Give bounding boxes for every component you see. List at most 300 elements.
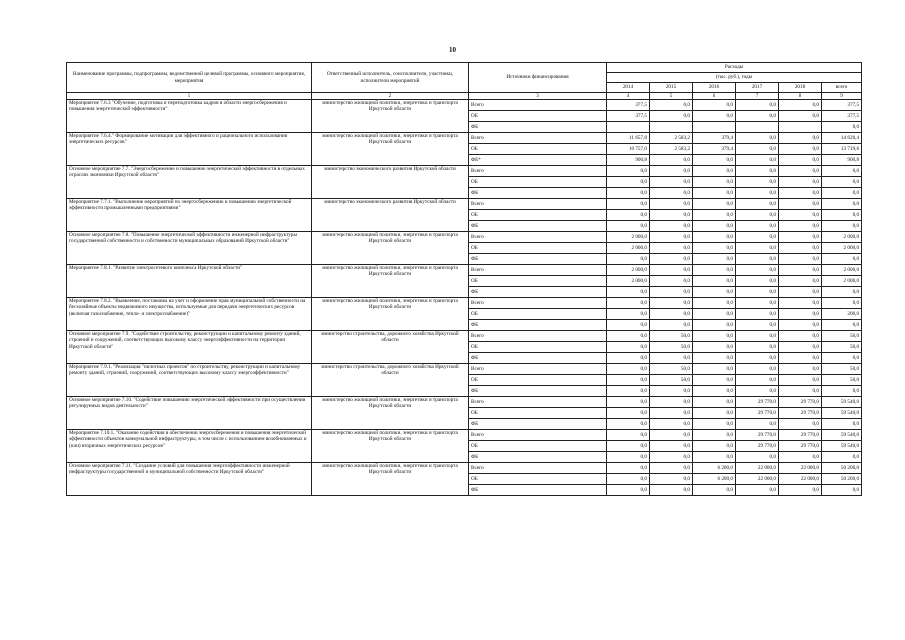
- amount-cell: 22 000,0: [779, 474, 822, 485]
- amount-cell: 6 200,0: [693, 474, 736, 485]
- amount-cell: 0,0: [650, 463, 693, 474]
- executor: министерство строительства, дорожного хозяйства Иркутской области: [312, 331, 469, 364]
- measure-name: Мероприятие 7.8.2. "Выявление, постановка на учет и оформление прав муниципальной собственности на бесхозяйные объекты недвижимого имущества, используемые для передачи энергетических ресурсов (включая газоснабжение, тепло- и электроснабжение)": [67, 298, 312, 331]
- amount-cell: 0,0: [693, 419, 736, 430]
- amount-cell: 377,5: [607, 111, 650, 122]
- amount-cell: 0,0: [736, 265, 779, 276]
- measure-name: Мероприятие 7.10.1. "Оказание содействия в обеспечении энергосбережения и повышения энергетической эффективности объектов коммунальной инфраструктуры, в том числе с использованием возобновляемых и (или) вторичных энергетических ресурсов": [67, 430, 312, 463]
- amount-cell: 0,0: [607, 386, 650, 397]
- amount-cell: 0,0: [607, 353, 650, 364]
- amount-cell: 29 770,0: [736, 441, 779, 452]
- column-index: 2: [312, 93, 469, 100]
- amount-cell: 0,0: [607, 408, 650, 419]
- amount-cell: 0,0: [607, 342, 650, 353]
- amount-cell: 0,0: [693, 353, 736, 364]
- measure-name: Основное мероприятие 7.10. "Содействие повышению энергетической эффективности при осуществлении регулируемых видов деятельности": [67, 397, 312, 430]
- amount-cell: 0,0: [650, 188, 693, 199]
- amount-cell: 0,0: [736, 353, 779, 364]
- amount-cell: 0,0: [650, 210, 693, 221]
- amount-total: 0,0: [822, 122, 862, 133]
- amount-cell: 0,0: [693, 430, 736, 441]
- amount-total: 50,0: [822, 342, 862, 353]
- amount-cell: 0,0: [693, 452, 736, 463]
- amount-cell: 0,0: [650, 232, 693, 243]
- amount-total: 0,0: [822, 320, 862, 331]
- financing-table: [66, 62, 862, 496]
- amount-cell: 0,0: [607, 298, 650, 309]
- amount-cell: 0,0: [779, 386, 822, 397]
- table-row: [67, 331, 862, 342]
- amount-total: 0,0: [822, 419, 862, 430]
- amount-cell: 0,0: [693, 298, 736, 309]
- funding-source: ОБ: [469, 111, 607, 122]
- amount-cell: 29 770,0: [779, 397, 822, 408]
- amount-cell: 0,0: [779, 144, 822, 155]
- amount-cell: 0,0: [607, 309, 650, 320]
- amount-cell: 0,0: [693, 265, 736, 276]
- funding-source: Всего: [469, 232, 607, 243]
- funding-source: ОБ: [469, 309, 607, 320]
- funding-source: Всего: [469, 430, 607, 441]
- amount-cell: 0,0: [736, 232, 779, 243]
- amount-cell: 0,0: [779, 298, 822, 309]
- amount-cell: 0,0: [650, 353, 693, 364]
- funding-source: Всего: [469, 166, 607, 177]
- amount-cell: 0,0: [650, 221, 693, 232]
- amount-cell: 0,0: [779, 342, 822, 353]
- amount-cell: 379,4: [693, 133, 736, 144]
- amount-cell: 0,0: [607, 485, 650, 496]
- amount-cell: 0,0: [607, 166, 650, 177]
- funding-source: ФБ: [469, 452, 607, 463]
- amount-cell: 6 200,0: [693, 463, 736, 474]
- amount-cell: 22 000,0: [736, 463, 779, 474]
- funding-source: ФБ: [469, 122, 607, 133]
- amount-total: 59 540,0: [822, 397, 862, 408]
- amount-cell: 0,0: [693, 276, 736, 287]
- amount-cell: 0,0: [650, 309, 693, 320]
- amount-cell: 0,0: [736, 287, 779, 298]
- measure-name: Основное мероприятие 7.9. "Содействие строительству, реконструкции и капитальному ремонту зданий, строений и сооружений, соответствующих высокому классу энергоэффективности на территории Иркутской области": [67, 331, 312, 364]
- amount-total: 50,0: [822, 375, 862, 386]
- amount-cell: 0,0: [736, 188, 779, 199]
- amount-cell: 0,0: [693, 199, 736, 210]
- amount-cell: 2 000,0: [607, 276, 650, 287]
- funding-source: ОБ: [469, 210, 607, 221]
- column-index: 6: [693, 93, 736, 100]
- amount-cell: 0,0: [650, 452, 693, 463]
- amount-cell: 0,0: [693, 155, 736, 166]
- amount-cell: 0,0: [650, 111, 693, 122]
- executor: министерство жилищной политики, энергетики и транспорта Иркутской области: [312, 133, 469, 166]
- amount-cell: 0,0: [650, 419, 693, 430]
- funding-source: Всего: [469, 397, 607, 408]
- table-row: [67, 166, 862, 177]
- funding-source: ФБ: [469, 254, 607, 265]
- funding-source: Всего: [469, 364, 607, 375]
- amount-total: 2 000,0: [822, 265, 862, 276]
- amount-total: 59 540,0: [822, 441, 862, 452]
- executor: министерство строительства, дорожного хозяйства Иркутской области: [312, 364, 469, 397]
- funding-source: ОБ: [469, 177, 607, 188]
- funding-source: ФБ*: [469, 155, 607, 166]
- amount-total: 50 200,0: [822, 474, 862, 485]
- amount-cell: 0,0: [607, 375, 650, 386]
- amount-cell: 0,0: [736, 243, 779, 254]
- amount-cell: 0,0: [650, 276, 693, 287]
- table-row: [67, 430, 862, 441]
- amount-cell: 0,0: [693, 331, 736, 342]
- amount-total: 0,0: [822, 287, 862, 298]
- amount-total: 2 000,0: [822, 276, 862, 287]
- amount-cell: 0,0: [650, 320, 693, 331]
- amount-cell: 0,0: [650, 265, 693, 276]
- amount-cell: 0,0: [736, 375, 779, 386]
- amount-cell: 0,0: [779, 243, 822, 254]
- amount-cell: 0,0: [607, 210, 650, 221]
- amount-cell: 0,0: [607, 287, 650, 298]
- amount-cell: 0,0: [607, 441, 650, 452]
- amount-cell: 0,0: [779, 177, 822, 188]
- funding-source: ФБ: [469, 353, 607, 364]
- funding-source: Всего: [469, 199, 607, 210]
- amount-cell: 0,0: [736, 342, 779, 353]
- amount-total: 0,0: [822, 188, 862, 199]
- amount-cell: 0,0: [736, 210, 779, 221]
- amount-cell: 0,0: [607, 430, 650, 441]
- amount-cell: 29 770,0: [779, 430, 822, 441]
- measure-name: Основное мероприятие 7.7. "Энергосбережение и повышение энергетической эффективности в отдельных отраслях экономики Иркутской области": [67, 166, 312, 199]
- amount-cell: 2 583,2: [650, 144, 693, 155]
- amount-cell: 0,0: [736, 364, 779, 375]
- column-index: 7: [736, 93, 779, 100]
- amount-cell: 0,0: [650, 166, 693, 177]
- header-year-total: всего: [822, 83, 862, 93]
- amount-cell: 0,0: [779, 199, 822, 210]
- amount-cell: 0,0: [779, 232, 822, 243]
- amount-cell: 900,8: [607, 155, 650, 166]
- funding-source: Всего: [469, 463, 607, 474]
- column-index: 5: [650, 93, 693, 100]
- amount-total: 0,0: [822, 353, 862, 364]
- amount-total: 377,5: [822, 100, 862, 111]
- amount-total: 50,0: [822, 364, 862, 375]
- amount-cell: 0,0: [693, 364, 736, 375]
- funding-source: ОБ: [469, 441, 607, 452]
- amount-cell: 0,0: [736, 254, 779, 265]
- amount-cell: 2 583,2: [650, 133, 693, 144]
- measure-name: Мероприятие 7.9.1. "Реализация "пилотных проектов" по строительству, реконструкции и капитальному ремонту зданий, строений, сооружений, соответствующих высокому классу энергоэффективности": [67, 364, 312, 397]
- funding-source: ОБ: [469, 276, 607, 287]
- amount-cell: 0,0: [693, 232, 736, 243]
- amount-cell: 0,0: [607, 364, 650, 375]
- amount-cell: [779, 122, 822, 133]
- table-row: [67, 397, 862, 408]
- executor: министерство жилищной политики, энергетики и транспорта Иркутской области: [312, 298, 469, 331]
- amount-total: 0,0: [822, 254, 862, 265]
- amount-cell: 379,4: [693, 144, 736, 155]
- measure-name: Мероприятие 7.6.3 "Обучение, подготовка и переподготовка кадров в области энергосбережения и повышения энергетической эффективности": [67, 100, 312, 133]
- amount-total: 0,0: [822, 298, 862, 309]
- funding-source: ОБ: [469, 474, 607, 485]
- amount-cell: 0,0: [736, 155, 779, 166]
- amount-cell: 0,0: [693, 221, 736, 232]
- amount-cell: 29 770,0: [736, 408, 779, 419]
- amount-total: 0,0: [822, 177, 862, 188]
- header-year: 2014: [607, 83, 650, 93]
- amount-total: 200,0: [822, 309, 862, 320]
- funding-source: ОБ: [469, 375, 607, 386]
- funding-source: ОБ: [469, 243, 607, 254]
- executor: министерство жилищной политики, энергетики и транспорта Иркутской области: [312, 100, 469, 133]
- amount-cell: 0,0: [736, 177, 779, 188]
- amount-cell: 0,0: [650, 100, 693, 111]
- funding-source: ФБ: [469, 419, 607, 430]
- amount-cell: 0,0: [779, 166, 822, 177]
- amount-cell: 0,0: [607, 331, 650, 342]
- table-row: [67, 232, 862, 243]
- funding-source: ФБ: [469, 221, 607, 232]
- amount-cell: 0,0: [607, 463, 650, 474]
- amount-cell: [607, 122, 650, 133]
- amount-total: 59 540,0: [822, 408, 862, 419]
- amount-cell: 0,0: [607, 254, 650, 265]
- amount-cell: 0,0: [779, 210, 822, 221]
- funding-source: ФБ: [469, 320, 607, 331]
- funding-source: ФБ: [469, 485, 607, 496]
- amount-cell: 0,0: [736, 221, 779, 232]
- executor: министерство жилищной политики, энергетики и транспорта Иркутской области: [312, 430, 469, 463]
- page-number: 10: [449, 46, 456, 54]
- amount-total: 0,0: [822, 199, 862, 210]
- amount-cell: 50,0: [650, 364, 693, 375]
- column-index-row: [67, 93, 862, 100]
- amount-cell: 0,0: [693, 408, 736, 419]
- measure-name: Мероприятие 7.7.1. "Выполнение мероприятий по энергосбережению и повышению энергетической эффективности промышленными предприятиями": [67, 199, 312, 232]
- header-year: 2016: [693, 83, 736, 93]
- amount-cell: 0,0: [650, 155, 693, 166]
- amount-cell: 0,0: [779, 287, 822, 298]
- executor: министерство жилищной политики, энергетики и транспорта Иркутской области: [312, 397, 469, 430]
- amount-cell: 0,0: [693, 309, 736, 320]
- amount-cell: 0,0: [736, 144, 779, 155]
- amount-cell: 22 000,0: [736, 474, 779, 485]
- amount-cell: 29 770,0: [779, 441, 822, 452]
- amount-cell: 0,0: [607, 221, 650, 232]
- amount-cell: 0,0: [779, 353, 822, 364]
- amount-cell: 0,0: [736, 166, 779, 177]
- table-body: [67, 100, 862, 496]
- header-name: Наименование программы, подпрограммы, ведомственной целевой программы, основного мероприятия, мероприятия: [67, 63, 312, 93]
- amount-total: 2 000,0: [822, 232, 862, 243]
- amount-cell: 0,0: [693, 287, 736, 298]
- executor: министерство жилищной политики, энергетики и транспорта Иркутской области: [312, 232, 469, 265]
- amount-cell: 0,0: [607, 474, 650, 485]
- amount-cell: [693, 122, 736, 133]
- amount-cell: 2 000,0: [607, 265, 650, 276]
- funding-source: ОБ: [469, 144, 607, 155]
- amount-cell: 29 770,0: [736, 430, 779, 441]
- amount-cell: 0,0: [736, 298, 779, 309]
- table-row: [67, 364, 862, 375]
- amount-total: 2 000,0: [822, 243, 862, 254]
- amount-cell: 0,0: [736, 452, 779, 463]
- amount-total: 59 540,0: [822, 430, 862, 441]
- amount-cell: 0,0: [736, 199, 779, 210]
- table-row: [67, 265, 862, 276]
- funding-source: ОБ: [469, 342, 607, 353]
- measure-name: Основное мероприятие 7.8. "Повышение энергетической эффективности инженерной инфраструктуры государственной собственности и собственности муниципальных образований Иркутской области": [67, 232, 312, 265]
- amount-cell: 0,0: [693, 375, 736, 386]
- amount-cell: 377,5: [607, 100, 650, 111]
- amount-cell: 0,0: [693, 254, 736, 265]
- amount-cell: 0,0: [607, 452, 650, 463]
- amount-total: 50 200,0: [822, 463, 862, 474]
- amount-cell: 0,0: [779, 111, 822, 122]
- amount-cell: 2 000,0: [607, 243, 650, 254]
- amount-cell: 2 000,0: [607, 232, 650, 243]
- amount-cell: 0,0: [650, 298, 693, 309]
- funding-source: ФБ: [469, 386, 607, 397]
- amount-cell: 0,0: [779, 485, 822, 496]
- amount-cell: 0,0: [650, 441, 693, 452]
- amount-cell: 0,0: [779, 452, 822, 463]
- amount-cell: 0,0: [607, 320, 650, 331]
- amount-cell: 0,0: [736, 111, 779, 122]
- amount-cell: 0,0: [693, 166, 736, 177]
- column-index: 8: [779, 93, 822, 100]
- table-row: [67, 100, 862, 111]
- amount-cell: 0,0: [736, 133, 779, 144]
- amount-cell: [736, 122, 779, 133]
- measure-name: Мероприятие 7.6.4." Формирование мотивации для эффективного и рационального использования энергетических ресурсов": [67, 133, 312, 166]
- funding-source: Всего: [469, 133, 607, 144]
- amount-cell: 0,0: [736, 320, 779, 331]
- amount-cell: 0,0: [693, 441, 736, 452]
- amount-cell: 0,0: [779, 276, 822, 287]
- amount-cell: 0,0: [650, 177, 693, 188]
- amount-cell: 29 770,0: [779, 408, 822, 419]
- table-row: [67, 199, 862, 210]
- amount-total: 900,8: [822, 155, 862, 166]
- funding-source: Всего: [469, 331, 607, 342]
- amount-cell: 0,0: [779, 100, 822, 111]
- amount-cell: 0,0: [693, 397, 736, 408]
- amount-cell: 0,0: [736, 419, 779, 430]
- column-index: 4: [607, 93, 650, 100]
- funding-source: ФБ: [469, 287, 607, 298]
- amount-total: 0,0: [822, 210, 862, 221]
- amount-total: 0,0: [822, 221, 862, 232]
- amount-total: 0,0: [822, 452, 862, 463]
- amount-cell: 0,0: [693, 243, 736, 254]
- funding-source: Всего: [469, 265, 607, 276]
- executor: министерство экономического развития Иркутской области: [312, 199, 469, 232]
- amount-cell: 0,0: [693, 177, 736, 188]
- amount-cell: 0,0: [650, 408, 693, 419]
- executor: министерство жилищной политики, энергетики и транспорта Иркутской области: [312, 463, 469, 496]
- amount-total: 14 620,4: [822, 133, 862, 144]
- amount-cell: 29 770,0: [736, 397, 779, 408]
- amount-cell: 22 000,0: [779, 463, 822, 474]
- amount-cell: 50,0: [650, 331, 693, 342]
- amount-cell: 0,0: [779, 265, 822, 276]
- amount-cell: 0,0: [779, 155, 822, 166]
- amount-cell: 0,0: [779, 375, 822, 386]
- amount-cell: 0,0: [607, 177, 650, 188]
- measure-name: Мероприятие 7.8.1. "Развитие электросетевого комплекса Иркутской области": [67, 265, 312, 298]
- amount-cell: 0,0: [779, 419, 822, 430]
- amount-cell: 0,0: [736, 100, 779, 111]
- header-units: (тыс. руб.), годы: [607, 73, 862, 83]
- executor: министерство экономического развития Иркутской области: [312, 166, 469, 199]
- amount-cell: 0,0: [650, 430, 693, 441]
- amount-cell: 0,0: [779, 320, 822, 331]
- table-row: [67, 133, 862, 144]
- executor: министерство жилищной политики, энергетики и транспорта Иркутской области: [312, 265, 469, 298]
- column-index: 9: [822, 93, 862, 100]
- amount-cell: 0,0: [650, 254, 693, 265]
- amount-cell: 0,0: [607, 397, 650, 408]
- amount-cell: 0,0: [736, 276, 779, 287]
- table-header: [67, 63, 862, 100]
- amount-cell: 0,0: [736, 309, 779, 320]
- header-source: Источники финансирования: [469, 63, 607, 93]
- header-year: 2015: [650, 83, 693, 93]
- amount-cell: 0,0: [650, 199, 693, 210]
- amount-cell: 0,0: [693, 320, 736, 331]
- amount-cell: 0,0: [693, 188, 736, 199]
- amount-cell: 0,0: [693, 342, 736, 353]
- funding-source: Всего: [469, 100, 607, 111]
- amount-cell: 0,0: [607, 419, 650, 430]
- amount-cell: 0,0: [693, 111, 736, 122]
- funding-source: ФБ: [469, 188, 607, 199]
- amount-cell: 0,0: [693, 485, 736, 496]
- amount-total: 13 719,6: [822, 144, 862, 155]
- column-index: 3: [469, 93, 607, 100]
- amount-cell: 10 757,0: [607, 144, 650, 155]
- amount-cell: [650, 122, 693, 133]
- amount-cell: 0,0: [650, 485, 693, 496]
- amount-cell: 0,0: [779, 364, 822, 375]
- amount-cell: 0,0: [779, 309, 822, 320]
- amount-cell: 0,0: [650, 287, 693, 298]
- amount-cell: 11 657,8: [607, 133, 650, 144]
- amount-cell: 0,0: [736, 485, 779, 496]
- amount-cell: 0,0: [607, 188, 650, 199]
- amount-cell: 0,0: [607, 199, 650, 210]
- amount-cell: 0,0: [779, 221, 822, 232]
- amount-cell: 0,0: [693, 100, 736, 111]
- funding-source: ОБ: [469, 408, 607, 419]
- amount-cell: 0,0: [650, 386, 693, 397]
- funding-source: Всего: [469, 298, 607, 309]
- header-executor: Ответственный исполнитель, соисполнители, участники, исполнители мероприятий: [312, 63, 469, 93]
- amount-cell: 0,0: [650, 474, 693, 485]
- amount-total: 0,0: [822, 485, 862, 496]
- header-year: 2018: [779, 83, 822, 93]
- table-row: [67, 463, 862, 474]
- amount-cell: 0,0: [736, 331, 779, 342]
- amount-cell: 0,0: [779, 133, 822, 144]
- amount-cell: 0,0: [736, 386, 779, 397]
- amount-cell: 0,0: [779, 331, 822, 342]
- amount-cell: 0,0: [693, 210, 736, 221]
- amount-total: 0,0: [822, 386, 862, 397]
- amount-cell: 0,0: [779, 188, 822, 199]
- amount-cell: 0,0: [693, 386, 736, 397]
